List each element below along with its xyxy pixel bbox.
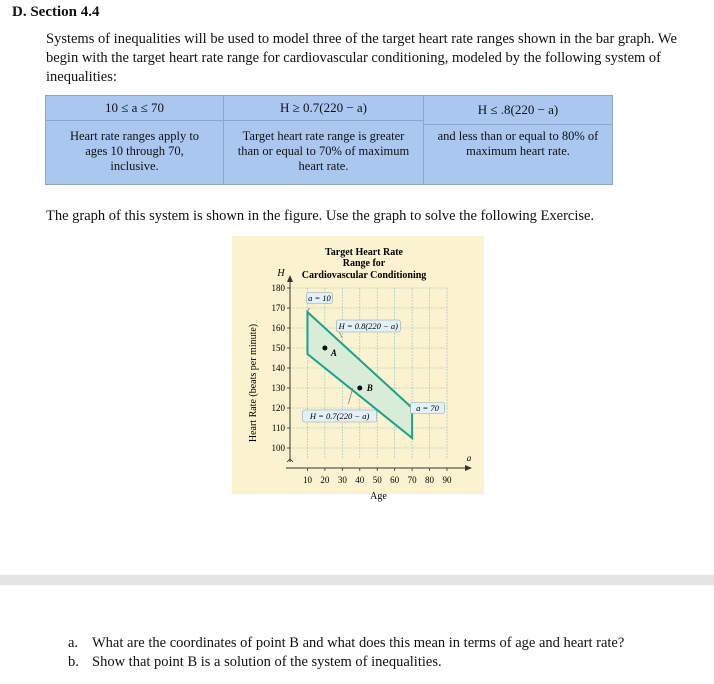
line-a10-label: a = 10 xyxy=(308,293,331,303)
x-tick-label-0: 10 xyxy=(302,475,312,485)
table-desc-age: Heart rate ranges apply to ages 10 through 70, inclusive. xyxy=(69,129,200,173)
x-tick-label-7: 80 xyxy=(425,475,435,485)
y-tick-label-7: 170 xyxy=(271,303,285,313)
x-tick-label-1: 20 xyxy=(320,475,330,485)
y-tick-label-0: 100 xyxy=(271,443,285,453)
x-axis-title: Age xyxy=(370,491,387,502)
table-desc-lower: Target heart rate range is greater than or equal to 70% of maximum heart rate. xyxy=(237,129,410,173)
x-tick-label-2: 30 xyxy=(337,475,347,485)
table-column-lower xyxy=(223,95,424,185)
y-axis-symbol: H xyxy=(277,268,285,279)
question-a xyxy=(68,634,624,653)
section-divider xyxy=(0,575,714,585)
x-tick-label-4: 50 xyxy=(372,475,382,485)
table-column-upper xyxy=(423,95,613,185)
line-lower-pointer xyxy=(348,388,352,404)
line-a70-label: a = 70 xyxy=(416,403,439,413)
y-tick-label-1: 110 xyxy=(271,423,285,433)
question-b xyxy=(68,653,624,672)
table-header-lower: H ≥ 0.7(220 − a) xyxy=(224,96,423,121)
table-desc-upper: and less than or equal to 80% of maximum heart rate. xyxy=(437,129,599,158)
y-tick-label-3: 130 xyxy=(271,383,285,393)
x-tick-label-5: 60 xyxy=(390,475,400,485)
x-axis-arrow xyxy=(465,465,472,471)
y-axis-arrow xyxy=(287,275,293,282)
table-header-age: 10 ≤ a ≤ 70 xyxy=(46,96,223,121)
y-tick-label-2: 120 xyxy=(271,403,285,413)
heart-rate-chart xyxy=(232,236,484,502)
question-b-text: Show that point B is a solution of the system of inequalities. xyxy=(92,654,442,670)
point-A xyxy=(322,346,327,351)
x-tick-label-6: 70 xyxy=(407,475,417,485)
table-header-upper: H ≤ .8(220 − a) xyxy=(424,96,612,125)
graph-intro: The graph of this system is shown in the figure. Use the graph to solve the following Exercise. xyxy=(46,208,595,224)
y-tick-label-5: 150 xyxy=(271,343,285,353)
y-tick-label-6: 160 xyxy=(271,323,285,333)
inequalities-table xyxy=(45,95,613,185)
questions-list xyxy=(68,634,624,672)
figure-title-2: Range for xyxy=(342,258,386,269)
intro-paragraph: Systems of inequalities will be used to model three of the target heart rate ranges shown in the bar graph. We begin with the target heart rate range for cardiovascular conditioning, modeled by the following system of inequalities: xyxy=(46,31,677,85)
y-tick-label-8: 180 xyxy=(271,283,285,293)
section-title: D. Section 4.4 xyxy=(12,4,100,20)
heart-rate-figure xyxy=(232,236,484,502)
y-tick-label-4: 140 xyxy=(271,363,285,373)
question-b-label: b. xyxy=(68,654,79,670)
point-label-A: A xyxy=(330,348,337,358)
x-axis-symbol: a xyxy=(466,453,472,463)
table-column-age xyxy=(45,95,224,185)
question-a-label: a. xyxy=(68,635,79,651)
line-upper-label: H = 0.8(220 − a) xyxy=(338,321,398,331)
point-B xyxy=(357,386,362,391)
point-label-B: B xyxy=(366,383,373,393)
figure-title-3: Cardiovascular Conditioning xyxy=(301,270,427,281)
figure-title-1: Target Heart Rate xyxy=(325,247,403,258)
question-a-text: What are the coordinates of point B and what does this mean in terms of age and heart rate? xyxy=(92,635,625,651)
line-lower-label: H = 0.7(220 − a) xyxy=(309,411,370,421)
x-tick-label-3: 40 xyxy=(355,475,365,485)
y-axis-title: Heart Rate (beats per minute) xyxy=(248,323,259,443)
x-tick-label-8: 90 xyxy=(442,475,452,485)
line-a10-pointer xyxy=(307,308,309,312)
